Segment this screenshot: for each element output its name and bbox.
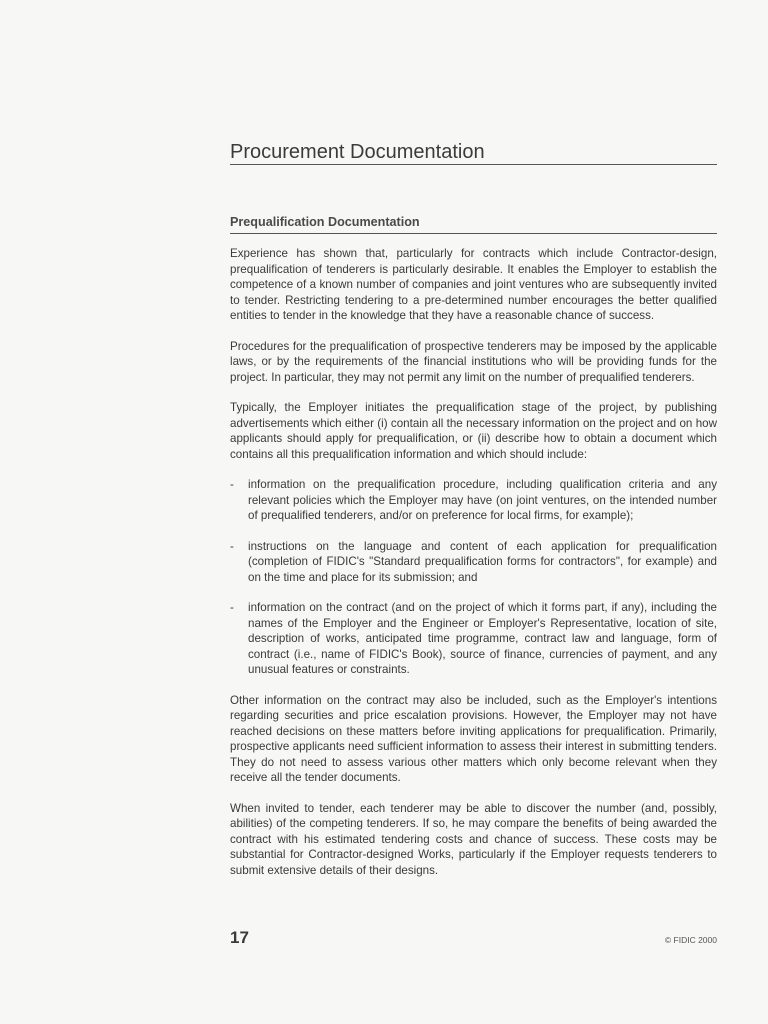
document-body [230, 141, 717, 878]
page-number: 17 [230, 928, 249, 947]
list-item [230, 477, 717, 524]
list-item-text: information on the contract (and on the project of which it forms part, if any), including the names of the Employer and the Engineer or Employer's Representative, location of site, description of works, anticipated time programme, contract law and language, form of contract (i.e., name of FIDIC's Book), source of finance, currencies of payment, and any unusual features or constraints. [248, 601, 717, 676]
list-item-text: information on the prequalification procedure, including qualification criteria and any relevant policies which the Employer may have (on joint ventures, on the intended number of prequalified tenderers, and/or on preference for local firms, for example); [248, 478, 717, 522]
list-item [230, 539, 717, 586]
list-item [230, 600, 717, 678]
bullet-dash: - [230, 478, 234, 491]
copyright-notice: © FIDIC 2000 [664, 935, 717, 945]
paragraph: Typically, the Employer initiates the prequalification stage of the project, by publishing advertisements which either (i) contain all the necessary information on the project and on how applicants should apply for prequalification, or (ii) describe how to obtain a document which contains all this prequalification information and which should include: [230, 401, 717, 461]
section-heading: Prequalification Documentation [230, 215, 717, 234]
bullet-dash: - [230, 601, 234, 614]
bullet-list [230, 477, 717, 678]
list-item-text: instructions on the language and content of each application for prequalification (completion of FIDIC's "Standard prequalification forms for contractors", for example) and on the time and place for its submission; and [248, 539, 717, 584]
paragraph: When invited to tender, each tenderer may be able to discover the number (and, possibly, abilities) of the competing tenderers. If so, he may compare the benefits of being awarded the contract with his estimated tendering costs and chance of success. These costs may be substantial for Contractor-designed Works, particularly if the Employer requests tenderers to submit extensive details of their designs. [230, 801, 717, 877]
bullet-dash: - [230, 539, 234, 553]
paragraph: Procedures for the prequalification of prospective tenderers may be imposed by the applicable laws, or by the requirements of the financial institutions who will be providing funds for the project. In particular, they may not permit any limit on the number of prequalified tenderers. [230, 339, 717, 384]
paragraph: Experience has shown that, particularly for contracts which include Contractor-design, prequalification of tenderers is particularly desirable. It enables the Employer to establish the competence of a known number of companies and joint ventures who are subsequently invited to tender. Restricting tendering to a pre-determined number encourages the better qualified entities to tender in the knowledge that they have a reasonable chance of success. [230, 247, 717, 322]
page-title: Procurement Documentation [230, 141, 717, 165]
page-footer [230, 928, 717, 948]
paragraph: Other information on the contract may also be included, such as the Employer's intentions regarding securities and price escalation provisions. However, the Employer may not have reached decisions on these matters before inviting applications for prequalification. Primarily, prospective applicants need sufficient information to assess their interest in submitting tenders. They do not need to assess various other matters which only become relevant when they receive all the tender documents. [230, 693, 717, 784]
